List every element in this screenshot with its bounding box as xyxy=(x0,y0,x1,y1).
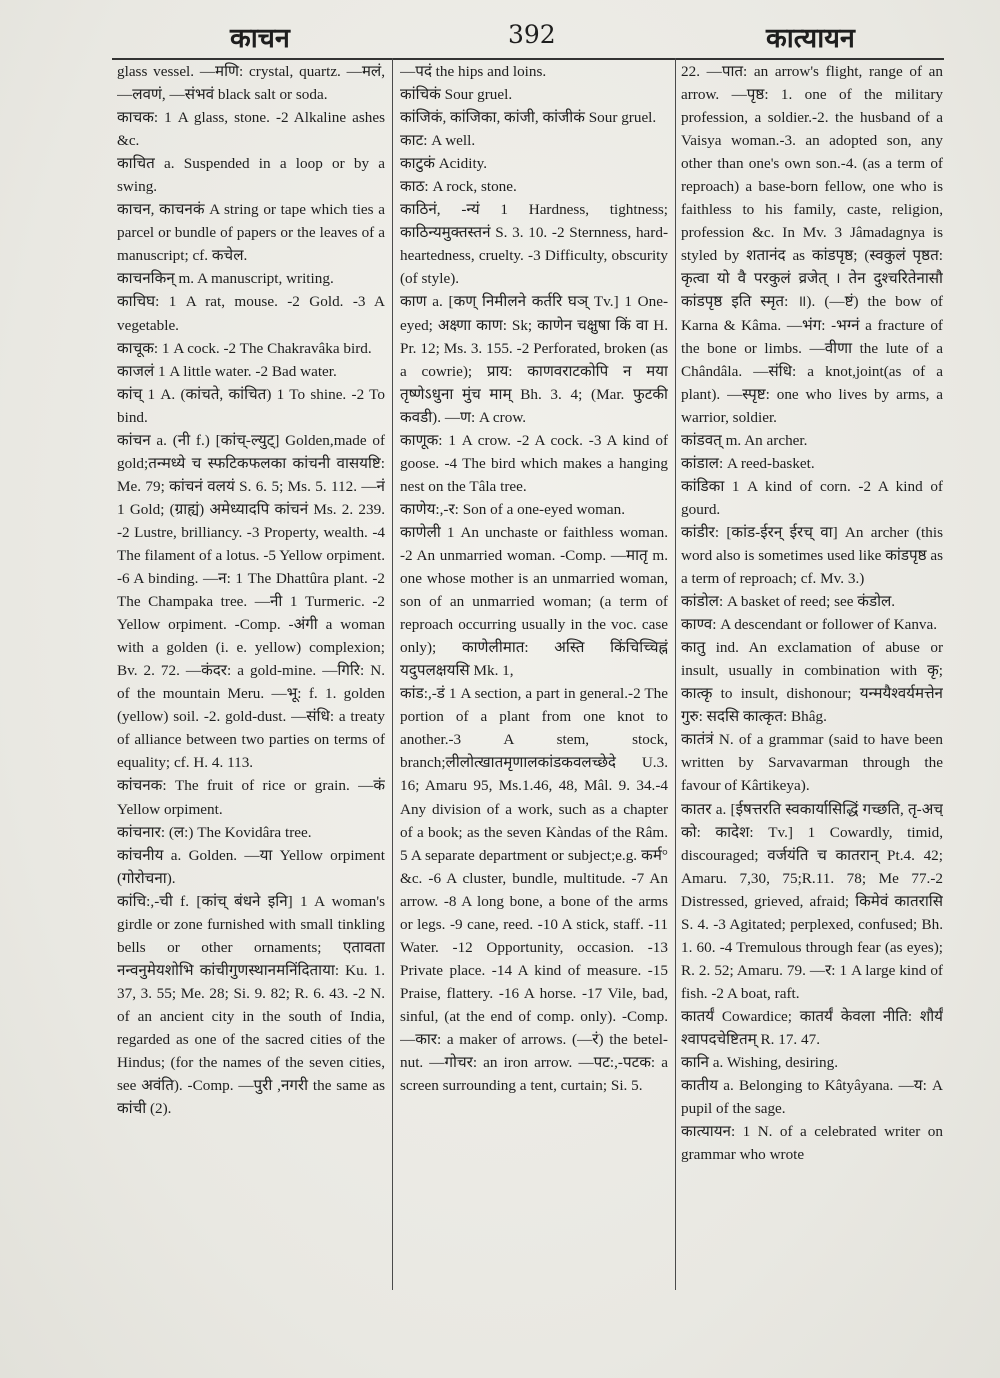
dictionary-entry: कांचि:,-ची f. [कांच् बंधने इनि] 1 A woman's girdle or zone furnished with small tinkling bells or other ornaments; एतावता नन्वनुमेयशोभि कांचीगुणस्थानमनिंदिताया: Ku. 1. 37, 3. 55; Me. 28; Si. 9. 82; R. 6. 43. -2 N. of an ancient city in the south of India, regarded as one of the sacred cities of the Hindus; (for the names of the seven cities, see अवंति). -Comp. —पुरी ,नगरी the same as कांची (2). xyxy=(117,892,385,1118)
dictionary-entry: कात्यायन: 1 N. of a celebrated writer on grammar who wrote xyxy=(681,1123,943,1164)
dictionary-entry: कांच् 1 A. (कांचते, कांचित) 1 To shine. -2 To bind. xyxy=(117,385,385,426)
dictionary-entry: काटुकं Acidity. xyxy=(400,155,488,173)
dictionary-entry: काचूक: 1 A cock. -2 The Chakravâka bird. xyxy=(117,339,372,357)
column-divider xyxy=(675,58,676,1290)
column-2 xyxy=(400,60,668,1288)
left-running-headword: काचन xyxy=(230,23,290,54)
dictionary-entry: कांजिकं, कांजिका, कांजी, कांजीकं Sour gruel. xyxy=(400,109,657,127)
dictionary-entry: कांडोल: A basket of reed; see कंडोल. xyxy=(681,593,896,611)
page-number: 392 xyxy=(508,20,556,49)
dictionary-entry: काठ: A rock, stone. xyxy=(400,178,517,196)
dictionary-entry: कातर्यं Cowardice; कातर्यं केवला नीति: शौर्यं श्वापदचेष्टितम् R. 17. 47. xyxy=(681,1007,943,1048)
column-divider xyxy=(392,58,393,1290)
dictionary-entry: कानि a. Wishing, desiring. xyxy=(681,1054,838,1072)
dictionary-entry: कातंत्रं N. of a grammar (said to have been written by Sarvavarman through the favour of Kârtikeya). xyxy=(681,731,943,795)
dictionary-entry: कातर a. [ईषत्तरति स्वकार्यासिद्धिं गच्छति, तृ-अच् को: कादेश: Tv.] 1 Cowardly, timid, discouraged; वर्जयंति च कातरान् Pt.4. 42; Amaru. 7,30, 75;R.11. 78; Me 77.-2 Distressed, grieved, afraid; किमेवं कातरासि S. 4. -3 Agitated; perplexed, confused; Bh. 1. 60. -4 Tremulous through fear (as eyes); R. 2. 52; Amaru. 79. —र: 1 A large kind of fish. -2 A boat, raft. xyxy=(681,800,943,1002)
dictionary-entry: काण a. [कण् निमीलने कर्तरि घञ् Tv.] 1 One-eyed; अक्ष्णा काण: Sk; काणेन चक्षुषा किं वा H. Pr. 12; Ms. 3. 155. -2 Perforated, broken (as a cowrie); प्राय: काणवराटकोपि न मया तृष्णेऽधुना मुंच माम् Bh. 3. 4; (Mar. फुटकी कवडी). —ण: A crow. xyxy=(400,293,668,426)
dictionary-entry: काचनकिन् m. A manuscript, writing. xyxy=(117,270,334,288)
dictionary-entry: कांचिकं Sour gruel. xyxy=(400,86,513,104)
dictionary-entry: काणेय:,-र: Son of a one-eyed woman. xyxy=(400,500,626,518)
dictionary-entry: काचित a. Suspended in a loop or by a swing. xyxy=(117,155,385,196)
dictionary-entry: काट: A well. xyxy=(400,132,476,150)
dictionary-entry: 22. —पात: an arrow's flight, range of an arrow. —पृष्ठ: 1. one of the military profession, a soldier.-2. the husband of a Vaisya woman.-3. an adopted son, any other than one's own son.-4. (as a term of reproach) a base-born fellow, one who is faithless to his family, caste, religion, profession &c. In Mv. 3 Jâmadagnya is styled by शतानंद as कांडपृष्ठ; (स्वकुलं पृष्ठत: कृत्वा यो वै परकुलं व्रजेत् । तेन दुश्चरितेनासौ कांडपृष्ठ इति स्मृत: ॥). (—ष्टं) the bow of Karna & Kâma. —भंग: -भग्नं a fracture of the bone or limbs. —वीणा the lute of a Chândâla. —संधि: a knot,joint(as of a plant). —स्पृष्ट: one who lives by arms, a warrior, soldier. xyxy=(681,63,943,426)
right-running-headword: कात्यायन xyxy=(766,23,855,54)
dictionary-entry: कांडवत् m. An archer. xyxy=(681,431,808,449)
dictionary-entry: काचक: 1 A glass, stone. -2 Alkaline ashes &c. xyxy=(117,109,385,150)
dictionary-entry: glass vessel. —मणि: crystal, quartz. —मलं, —लवणं, —संभवं black salt or soda. xyxy=(117,63,385,104)
dictionary-entry: काणेली 1 An unchaste or faithless woman. -2 An unmarried woman. -Comp. —मातृ m. one whose mother is an unmarried woman, son of an unmarried woman; (a term of reproach occurring usually in the voc. case only); काणेलीमात: अस्ति किंचिच्चिह्नं यदुपलक्षयसि Mk. 1, xyxy=(400,523,668,680)
dictionary-entry: कांचनीय a. Golden. —या Yellow orpiment (गोरोचना). xyxy=(117,846,385,887)
dictionary-entry: कांडिका 1 A kind of corn. -2 A kind of gourd. xyxy=(681,477,943,518)
dictionary-entry: कातु ind. An exclamation of abuse or insult, usually in combination with कृ; कात्कृ to insult, dishonour; यन्मयैश्वर्यमत्तेन गुरु: सदसि कात्कृत: Bhâg. xyxy=(681,639,943,726)
dictionary-entry: —पदं the hips and loins. xyxy=(400,63,547,80)
dictionary-entry: काजलं 1 A little water. -2 Bad water. xyxy=(117,362,337,380)
dictionary-entry: कांचनक: The fruit of rice or grain. —कं Yellow orpiment. xyxy=(117,777,385,818)
dictionary-entry: काणूक: 1 A crow. -2 A cock. -3 A kind of goose. -4 The bird which makes a hanging nest on the Tâla tree. xyxy=(400,431,668,495)
dictionary-entry: कांचनार: (ल:) The Kovidâra tree. xyxy=(117,823,312,841)
page-header xyxy=(110,18,940,58)
dictionary-entry: काचिघ: 1 A rat, mouse. -2 Gold. -3 A vegetable. xyxy=(117,293,385,334)
dictionary-entry: कांडीर: [कांड-ईरन् ईरच् वा] An archer (this word also is sometimes used like कांडपृष्ठ as a term of reproach; cf. Mv. 3.) xyxy=(681,523,943,588)
dictionary-entry: कातीय a. Belonging to Kâtyâyana. —य: A pupil of the sage. xyxy=(681,1077,943,1118)
dictionary-entry: काचन, काचनकं A string or tape which ties a parcel or bundle of papers or the leaves of a manuscript; cf. कचेल. xyxy=(117,201,385,265)
dictionary-entry: काठिनं, -न्यं 1 Hardness, tightness; काठिन्यमुक्तस्तनं S. 3. 10. -2 Sternness, hard-heartedness, cruelty. -3 Difficulty, obscurity (of style). xyxy=(400,201,668,288)
dictionary-entry: कांड:,-डं 1 A section, a part in general.-2 The portion of a plant from one knot to another.-3 A stem, stock, branch;लीलोत्खातमृणालकांडकवलच्छेदे U.3. 16; Amaru 95, Ms.1.46, 48, Mâl. 9. 34.-4 Any division of a work, such as a chapter of a book; as the seven Kàndas of the Râm. 5 A separate department or subject;e.g. कर्म° &c. -6 A cluster, bundle, multitude. -7 An arrow. -8 A long bone, a bone of the arms or legs. -9 cane, reed. -10 A stick, staff. -11 Water. -12 Opportunity, occasion. -13 Private place. -14 A kind of measure. -15 Praise, flattery. -16 A horse. -17 Vile, bad, sinful, (at the end of comp. only). -Comp. —कार: a maker of arrows. (—रं) the betel-nut. —गोचर: an iron arrow. —पट:,-पटक: a screen surrounding a tent, curtain; Si. 5. xyxy=(400,685,668,1095)
dictionary-entry: कांडाल: A reed-basket. xyxy=(681,454,815,472)
column-1 xyxy=(117,60,385,1288)
dictionary-entry: कांचन a. (नी f.) [कांच्-ल्युट्] Golden,made of gold;तन्मध्ये च स्फटिकफलका कांचनी वासयष्टि: Me. 79; कांचनं वलयं S. 6. 5; Ms. 5. 112. —नं 1 Gold; (ग्राह्यं) अमेध्यादपि कांचनं Ms. 2. 239. -2 Lustre, brilliancy. -3 Property, wealth. -4 The filament of a lotus. -5 Yellow orpiment. -6 A binding. —न: 1 The Dhattûra plant. -2 The Champaka tree. —नी 1 Turmeric. -2 Yellow orpiment. -Comp. -अंगी a woman with a golden (i. e. yellow) complexion; Bv. 2. 72. —कंदर: a gold-mine. —गिरि: N. of the mountain Meru. —भू: f. 1. golden (yellow) soil. -2. gold-dust. —संधि: a treaty of alliance between two parties on terms of equality; cf. H. 4. 113. xyxy=(117,431,385,772)
column-3 xyxy=(681,60,943,1288)
dictionary-entry: काण्व: A descendant or follower of Kanva. xyxy=(681,616,938,634)
